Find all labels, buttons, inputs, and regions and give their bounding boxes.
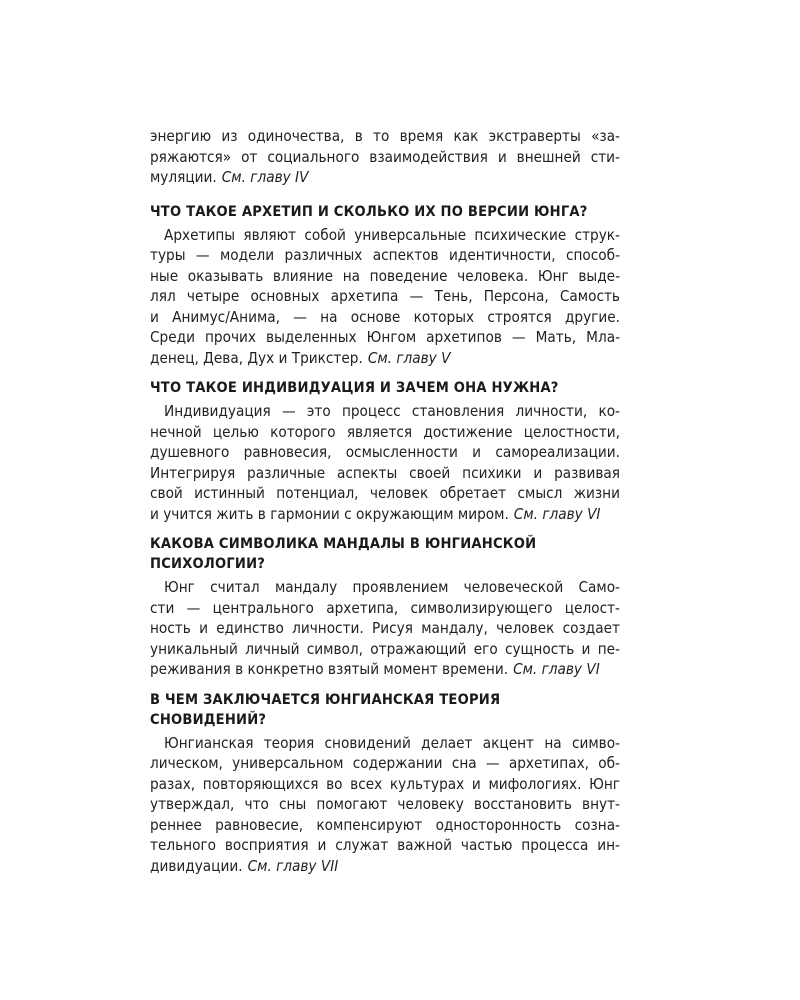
- paragraph-text: реживания в конкретно взятый момент времени.: [150, 660, 509, 678]
- heading-line: В ЧЕМ ЗАКЛЮЧАЕТСЯ ЮНГИАНСКАЯ ТЕОРИЯ: [150, 690, 501, 708]
- paragraph-text: и учится жить в гармонии с окружающим миром.: [150, 504, 509, 523]
- section-heading: [150, 534, 620, 574]
- paragraph-line: разах, повторяющихся во всех культурах и мифологиях. Юнг: [150, 774, 620, 793]
- section-archetype: [150, 202, 620, 369]
- paragraph-line: тельного восприятия и служат важной частью процесса ин-: [150, 836, 620, 854]
- paragraph-line: Юнг считал мандалу проявлением человеческой Само-: [164, 578, 620, 596]
- section-paragraph: [150, 225, 620, 369]
- paragraph-text: муляции.: [150, 168, 217, 186]
- heading-line: КАКОВА СИМВОЛИКА МАНДАЛЫ В ЮНГИАНСКОЙ: [150, 535, 537, 552]
- paragraph-line: и Анимус/Анима, — на основе которых строятся другие.: [150, 307, 620, 326]
- paragraph-line: ные оказывать влияние на поведение человека. Юнг выде-: [150, 266, 620, 285]
- section-individuation: [150, 378, 620, 524]
- section-mandala: [150, 534, 620, 680]
- paragraph-line: нечной целью которого является достижение целостности,: [150, 422, 620, 441]
- paragraph-line: уникальный личный символ, отражающий его сущность и пе-: [150, 639, 620, 658]
- paragraph-line-last: [150, 167, 620, 188]
- section-dreams: [150, 690, 620, 877]
- heading-line: ЧТО ТАКОЕ ИНДИВИДУАЦИЯ И ЗАЧЕМ ОНА НУЖНА?: [150, 379, 559, 396]
- intro-paragraph: [150, 126, 620, 188]
- chapter-reference: См. главу VI: [513, 660, 600, 678]
- section-paragraph: [150, 733, 620, 877]
- paragraph-line: свой истинный потенциал, человек обретает смысл жизни: [150, 484, 620, 502]
- section-heading: [150, 690, 620, 730]
- section-paragraph: [150, 401, 620, 524]
- chapter-reference: См. главу IV: [221, 168, 309, 186]
- paragraph-line: Юнгианская теория сновидений делает акцент на симво-: [164, 733, 620, 752]
- paragraph-line: лическом, универсальном содержании сна — архетипах, об-: [150, 754, 620, 772]
- section-paragraph: [150, 577, 620, 680]
- paragraph-line: сти — центрального архетипа, символизирующего целост-: [150, 598, 620, 617]
- paragraph-line: реннее равновесие, компенсируют односторонность созна-: [150, 815, 620, 834]
- chapter-reference: См. главу V: [367, 348, 451, 367]
- paragraph-line: Среди прочих выделенных Юнгом архетипов — Мать, Мла-: [150, 328, 620, 346]
- paragraph-text: денец, Дева, Дух и Трикстер.: [150, 348, 363, 367]
- paragraph-line: энергию из одиночества, в то время как экстраверты «за-: [150, 127, 620, 145]
- paragraph-line-last: [150, 504, 620, 525]
- paragraph-line: утверждал, что сны помогают человеку восстановить внут-: [150, 795, 620, 813]
- heading-line: ЧТО ТАКОЕ АРХЕТИП И СКОЛЬКО ИХ ПО ВЕРСИИ ЮНГА?: [150, 202, 588, 220]
- paragraph-line-last: [150, 856, 620, 877]
- paragraph-line: Интегрируя различные аспекты своей психики и развивая: [150, 463, 620, 482]
- paragraph-line: Архетипы являют собой универсальные психические струк-: [164, 225, 620, 244]
- page-text: [150, 126, 620, 876]
- chapter-reference: См. главу VII: [247, 856, 339, 875]
- paragraph-line-last: [150, 659, 620, 680]
- paragraph-line-last: [150, 348, 620, 369]
- paragraph-line: ность и единство личности. Рисуя мандалу, человек создает: [150, 619, 620, 637]
- paragraph-text: дивидуации.: [150, 856, 243, 875]
- heading-line: СНОВИДЕНИЙ?: [150, 710, 267, 728]
- paragraph-line: ряжаются» от социального взаимодействия и внешней сти-: [150, 147, 620, 166]
- section-heading: [150, 378, 620, 398]
- paragraph-line: Индивидуация — это процесс становления личности, ко-: [164, 402, 620, 420]
- paragraph-line: душевного равновесия, осмысленности и самореализации.: [150, 443, 620, 461]
- section-heading: [150, 202, 620, 222]
- chapter-reference: См. главу VI: [513, 504, 601, 523]
- heading-line: ПСИХОЛОГИИ?: [150, 555, 266, 572]
- paragraph-line: туры — модели различных аспектов идентичности, способ-: [150, 246, 620, 264]
- paragraph-line: лял четыре основных архетипа — Тень, Персона, Самость: [150, 287, 620, 305]
